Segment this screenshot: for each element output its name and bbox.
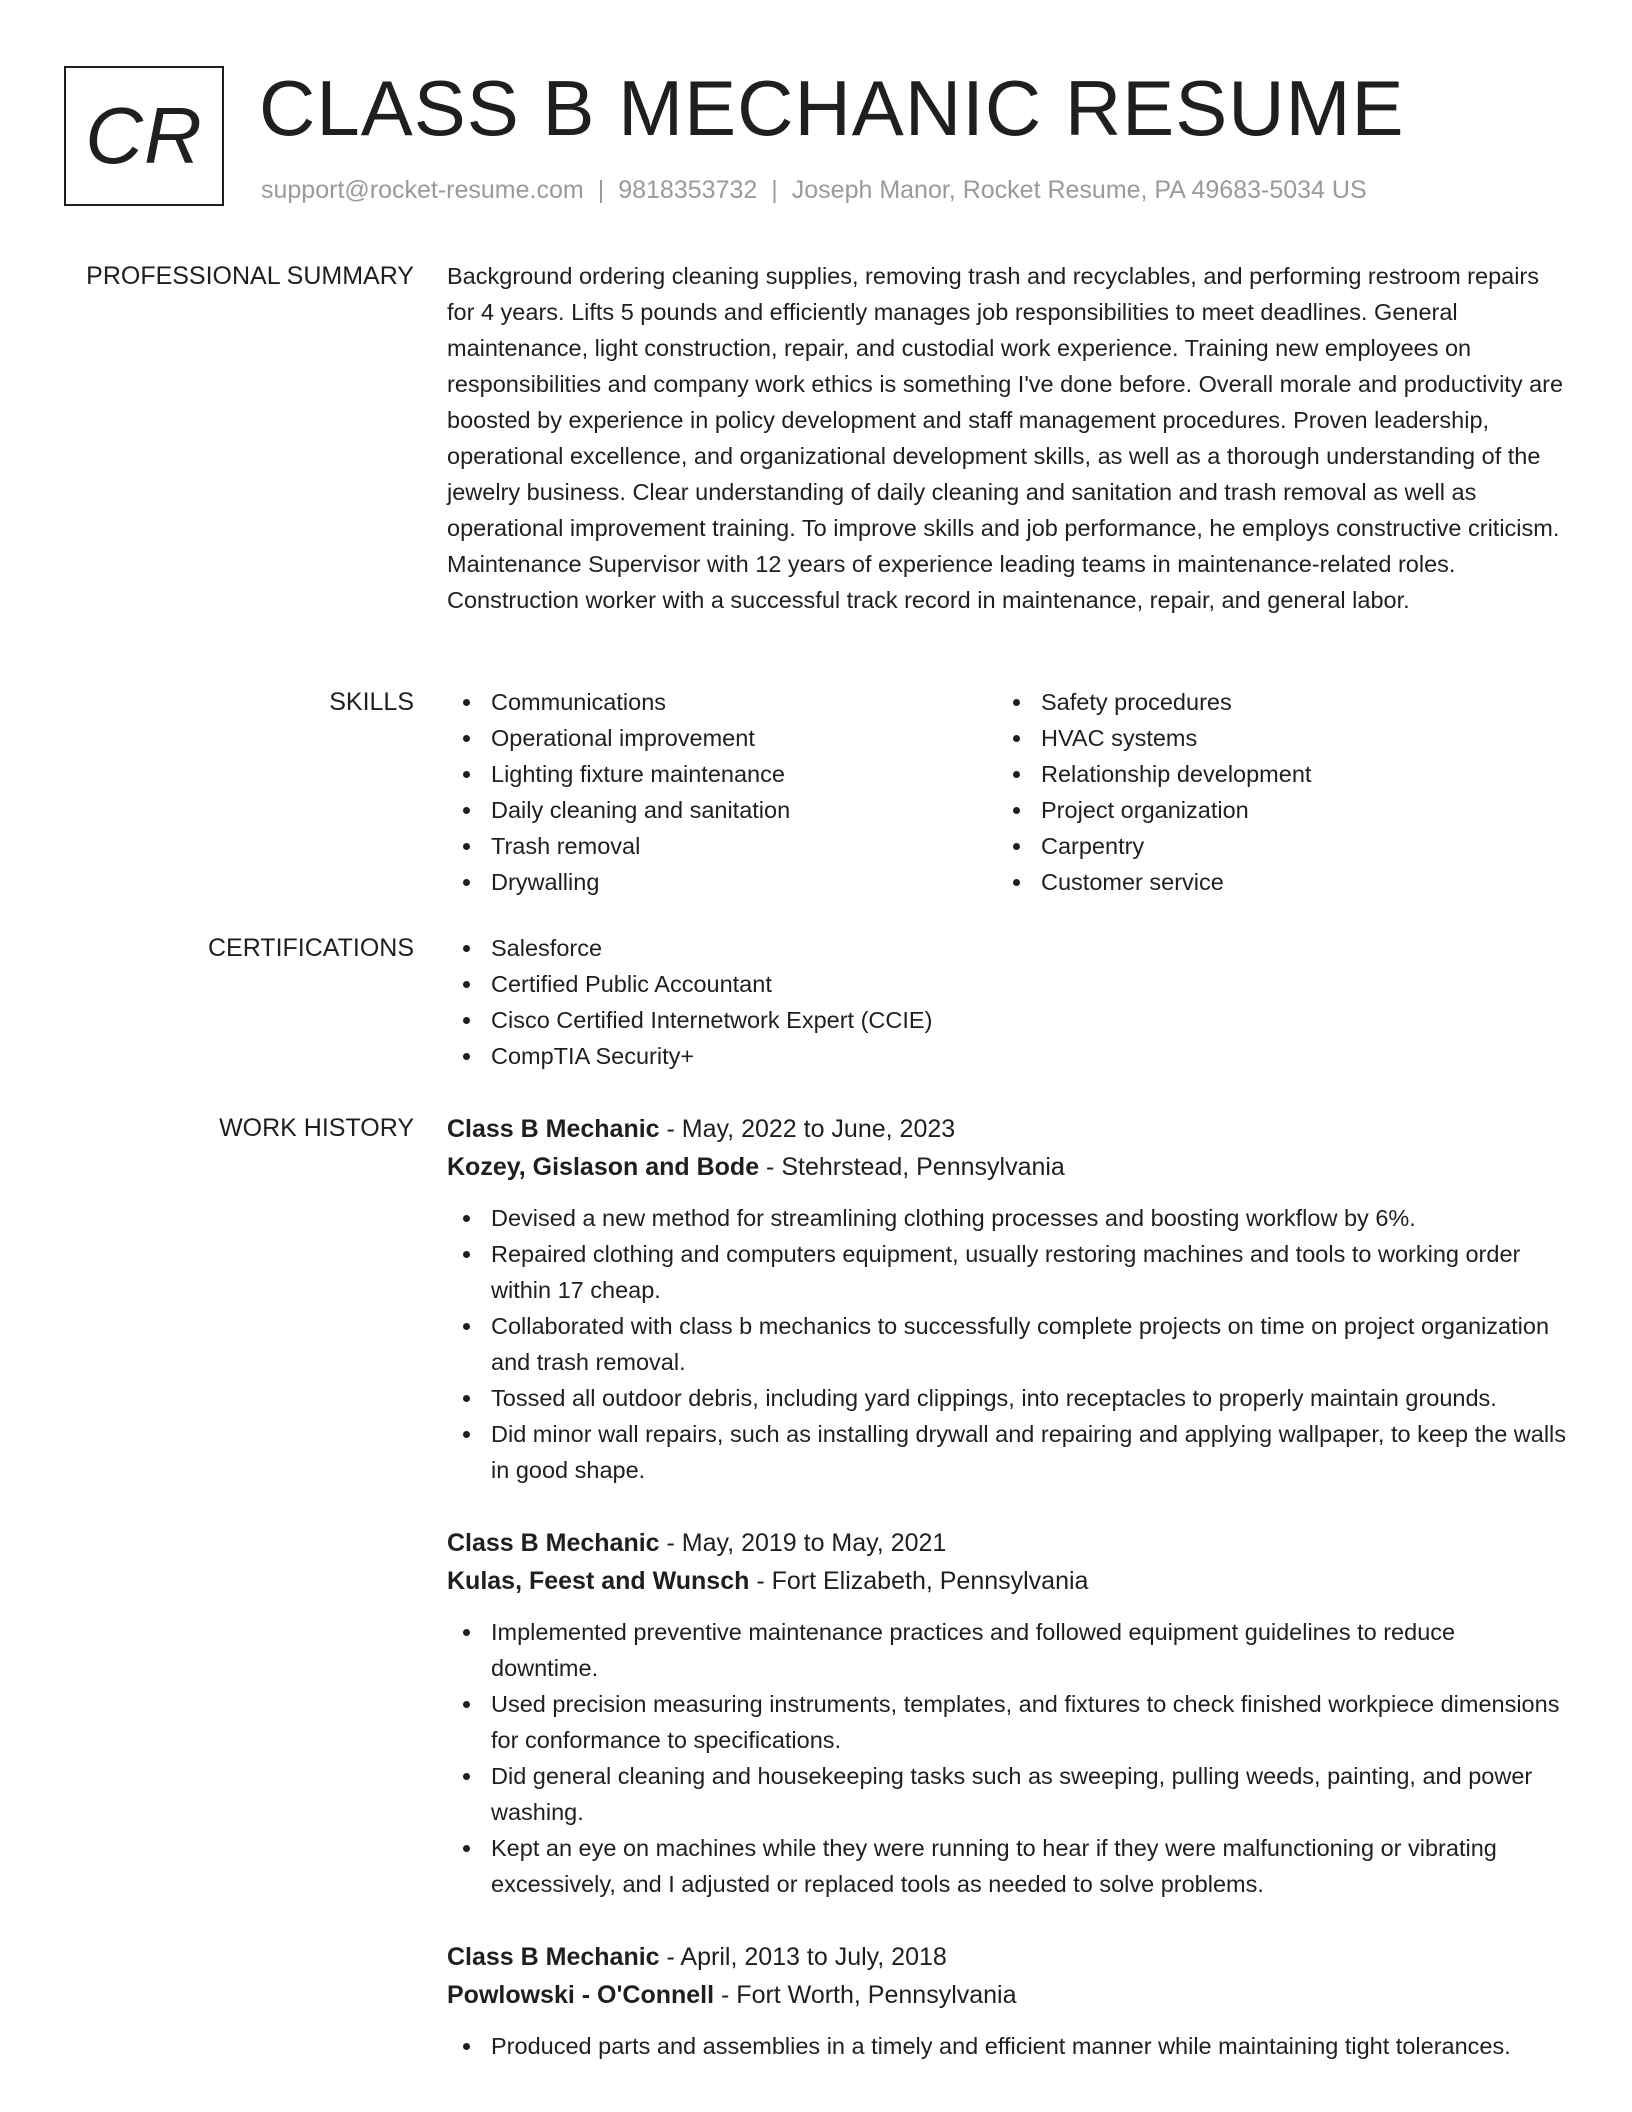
certification-item: CompTIA Security+ — [447, 1038, 1567, 1074]
skill-item: Drywalling — [447, 864, 997, 900]
job-company: Kozey, Gislason and Bode — [447, 1153, 760, 1181]
skills-list-left — [447, 684, 997, 900]
job-bullet: Tossed all outdoor debris, including yard clippings, into receptacles to properly maintain grounds. — [447, 1380, 1567, 1416]
skill-item: Carpentry — [997, 828, 1547, 864]
resume-title: CLASS B MECHANIC RESUME — [259, 64, 1405, 152]
contact-separator: | — [771, 176, 778, 204]
job-title: Class B Mechanic — [447, 1943, 660, 1971]
certifications-body — [447, 930, 1567, 1074]
job-location: - Fort Worth, Pennsylvania — [714, 1981, 1017, 2009]
certifications-list — [447, 930, 1567, 1074]
job-bullet: Implemented preventive maintenance practices and followed equipment guidelines to reduce downtime. — [447, 1614, 1567, 1686]
job-bullet: Did general cleaning and housekeeping tasks such as sweeping, pulling weeds, painting, and power washing. — [447, 1758, 1567, 1830]
contact-address: Joseph Manor, Rocket Resume, PA 49683-5034 US — [791, 176, 1367, 204]
job-bullets — [447, 2028, 1567, 2064]
job-entry — [447, 1110, 1567, 1488]
work-label: WORK HISTORY — [219, 1114, 414, 1142]
certifications-label: CERTIFICATIONS — [207, 934, 414, 962]
job-company: Powlowski - O'Connell — [447, 1981, 715, 2009]
job-company-line — [447, 1562, 1567, 1600]
skill-item: HVAC systems — [997, 720, 1547, 756]
job-dates: - May, 2019 to May, 2021 — [659, 1529, 947, 1557]
job-company-line — [447, 1976, 1567, 2014]
certification-item: Cisco Certified Internetwork Expert (CCIE) — [447, 1002, 1567, 1038]
job-title-line — [447, 1524, 1567, 1562]
job-entry — [447, 1524, 1567, 1902]
job-title-line — [447, 1110, 1567, 1148]
contact-phone: 9818353732 — [618, 176, 758, 204]
job-title: Class B Mechanic — [447, 1115, 660, 1143]
skill-item: Communications — [447, 684, 997, 720]
resume-header — [64, 64, 1568, 214]
contact-separator: | — [597, 176, 605, 204]
certification-item: Certified Public Accountant — [447, 966, 1567, 1002]
contact-line — [261, 175, 1367, 205]
job-bullet: Repaired clothing and computers equipment, usually restoring machines and tools to working order within 17 cheap. — [447, 1236, 1567, 1308]
monogram-logo: CR — [64, 66, 224, 206]
job-company-line — [447, 1148, 1567, 1186]
job-bullet: Collaborated with class b mechanics to successfully complete projects on time on project organization and trash removal. — [447, 1308, 1567, 1380]
contact-email: support@rocket-resume.com — [261, 176, 584, 204]
summary-label: PROFESSIONAL SUMMARY — [86, 262, 414, 290]
job-bullet: Produced parts and assemblies in a timely and efficient manner while maintaining tight tolerances. — [447, 2028, 1567, 2064]
job-dates: - April, 2013 to July, 2018 — [659, 1943, 947, 1971]
skill-item: Daily cleaning and sanitation — [447, 792, 997, 828]
work-body — [447, 1110, 1567, 2100]
job-bullet: Devised a new method for streamlining clothing processes and boosting workflow by 6%. — [447, 1200, 1567, 1236]
job-dates: - May, 2022 to June, 2023 — [659, 1115, 956, 1143]
skill-item: Project organization — [997, 792, 1547, 828]
job-bullet: Used precision measuring instruments, templates, and fixtures to check finished workpiece dimensions for conformance to specifications. — [447, 1686, 1567, 1758]
skill-item: Customer service — [997, 864, 1547, 900]
job-entry — [447, 1938, 1567, 2064]
skill-item: Relationship development — [997, 756, 1547, 792]
job-company: Kulas, Feest and Wunsch — [447, 1567, 750, 1595]
job-bullets — [447, 1200, 1567, 1488]
job-bullet: Kept an eye on machines while they were running to hear if they were malfunctioning or vibrating excessively, and I adjusted or replaced tools as needed to solve problems. — [447, 1830, 1567, 1902]
job-bullets — [447, 1614, 1567, 1902]
skills-body — [447, 684, 1567, 900]
job-bullet: Did minor wall repairs, such as installing drywall and repairing and applying wallpaper, to keep the walls in good shape. — [447, 1416, 1567, 1488]
summary-text: Background ordering cleaning supplies, removing trash and recyclables, and performing restroom repairs for 4 years. Lifts 5 pounds and efficiently manages job responsibilities to meet deadlines. General maintenance, light construction, repair, and custodial work experience. Training new employees on responsibilities and company work ethics is something I've done before. Overall morale and productivity are boosted by experience in policy development and staff management procedures. Proven leadership, operational excellence, and organizational development skills, as well as a thorough understanding of the jewelry business. Clear understanding of daily cleaning and sanitation and trash removal as well as operational improvement training. To improve skills and job performance, he employs constructive criticism. Maintenance Supervisor with 12 years of experience leading teams in maintenance-related roles. Construction worker with a successful track record in maintenance, repair, and general labor. — [447, 263, 1564, 613]
skill-item: Trash removal — [447, 828, 997, 864]
job-location: - Stehrstead, Pennsylvania — [759, 1153, 1065, 1181]
job-title: Class B Mechanic — [447, 1529, 660, 1557]
job-location: - Fort Elizabeth, Pennsylvania — [749, 1567, 1089, 1595]
skill-item: Lighting fixture maintenance — [447, 756, 997, 792]
skill-item: Safety procedures — [997, 684, 1547, 720]
skills-label: SKILLS — [329, 688, 414, 716]
job-title-line — [447, 1938, 1567, 1976]
skills-list-right — [997, 684, 1547, 900]
certification-item: Salesforce — [447, 930, 1567, 966]
skill-item: Operational improvement — [447, 720, 997, 756]
